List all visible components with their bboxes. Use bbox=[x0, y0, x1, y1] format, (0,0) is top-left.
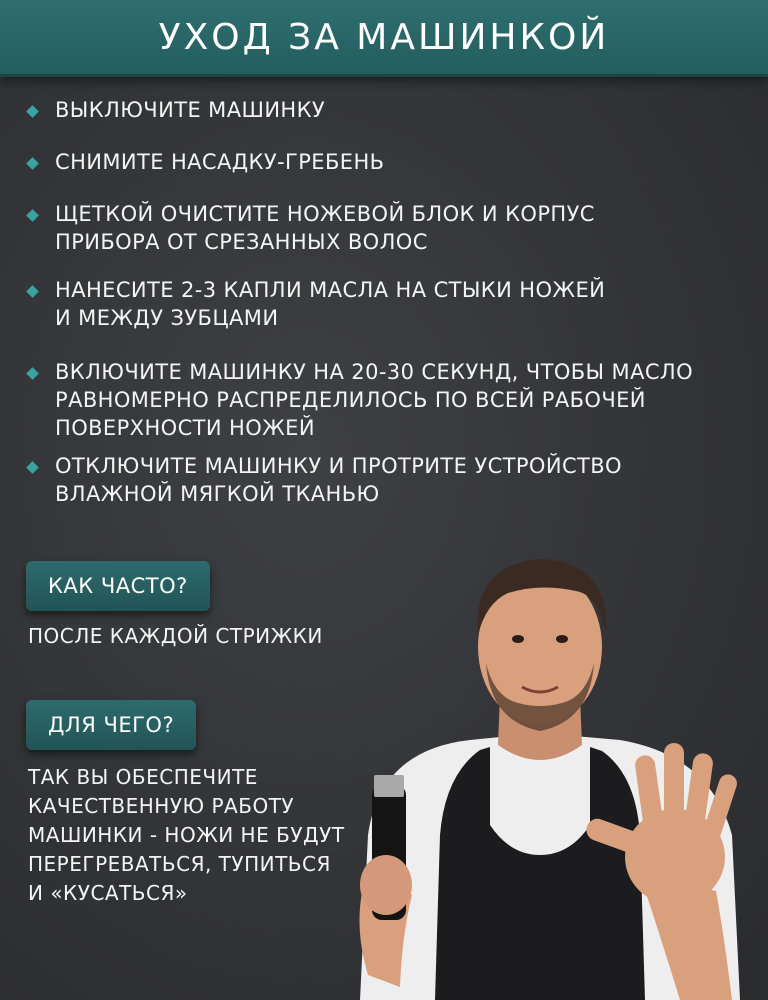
list-item bbox=[28, 96, 325, 124]
clipper-blade bbox=[374, 775, 404, 797]
list-item bbox=[28, 148, 384, 176]
step-text: СНИМИТЕ НАСАДКУ-ГРЕБЕНЬ bbox=[55, 150, 385, 174]
step-text: ВКЛЮЧИТЕ МАШИНКУ НА 20-30 СЕКУНД, ЧТОБЫ МАСЛО РАВНОМЕРНО РАСПРЕДЕЛИЛОСЬ ПО ВСЕЙ РАБОЧЕЙ ПОВЕРХНОСТИ НОЖЕЙ bbox=[55, 360, 694, 440]
diamond-bullet-icon bbox=[26, 285, 39, 298]
list-item bbox=[28, 200, 595, 256]
how-often-label bbox=[26, 561, 210, 611]
diamond-bullet-icon bbox=[26, 461, 39, 474]
why-label-text: ДЛЯ ЧЕГО? bbox=[48, 713, 175, 737]
header-banner bbox=[0, 0, 768, 77]
why-label bbox=[26, 700, 196, 750]
step-text: НАНЕСИТЕ 2-3 КАПЛИ МАСЛА НА СТЫКИ НОЖЕЙ И МЕЖДУ ЗУБЦАМИ bbox=[55, 278, 606, 330]
diamond-bullet-icon bbox=[26, 209, 39, 222]
left-hand bbox=[360, 855, 412, 915]
how-often-answer: ПОСЛЕ КАЖДОЙ СТРИЖКИ bbox=[28, 624, 323, 648]
list-item bbox=[28, 452, 622, 508]
left-eye bbox=[512, 635, 524, 643]
diamond-bullet-icon bbox=[26, 105, 39, 118]
step-text: ОТКЛЮЧИТЕ МАШИНКУ И ПРОТРИТЕ УСТРОЙСТВО ВЛАЖНОЙ МЯГКОЙ ТКАНЬЮ bbox=[55, 454, 622, 506]
step-text: ЩЕТКОЙ ОЧИСТИТЕ НОЖЕВОЙ БЛОК И КОРПУС ПРИБОРА ОТ СРЕЗАННЫХ ВОЛОС bbox=[55, 202, 595, 254]
list-item bbox=[28, 276, 605, 332]
diamond-bullet-icon bbox=[26, 157, 39, 170]
how-often-label-text: КАК ЧАСТО? bbox=[48, 574, 188, 598]
barber-holding-clipper-illustration bbox=[340, 535, 768, 1000]
step-text: ВЫКЛЮЧИТЕ МАШИНКУ bbox=[55, 98, 326, 122]
right-eye bbox=[556, 635, 568, 643]
why-answer: ТАК ВЫ ОБЕСПЕЧИТЕ КАЧЕСТВЕННУЮ РАБОТУ МАШИНКИ - НОЖИ НЕ БУДУТ ПЕРЕГРЕВАТЬСЯ, ТУПИТЬСЯ И «КУСАТЬСЯ» bbox=[28, 765, 345, 905]
list-item bbox=[28, 358, 693, 442]
diamond-bullet-icon bbox=[26, 367, 39, 380]
page-title: УХОД ЗА МАШИНКОЙ bbox=[158, 16, 610, 58]
